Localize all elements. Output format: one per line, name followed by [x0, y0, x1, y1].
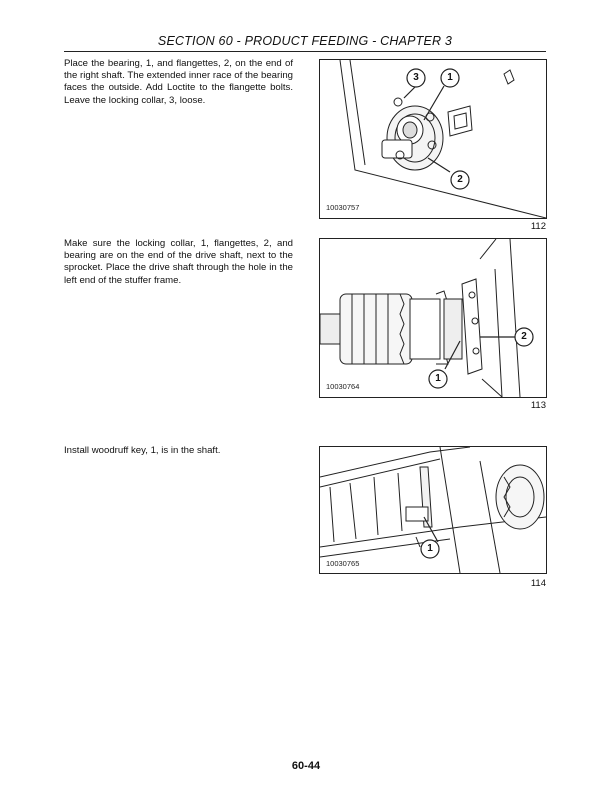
- step-1-text: Place the bearing, 1, and flangettes, 2, on the end of the right shaft. The extended inner race of the bearing faces the outside. Add Loctite to the flangette bolts. Leave the locking collar, 3, loose.: [64, 58, 293, 106]
- section-header: SECTION 60 - PRODUCT FEEDING - CHAPTER 3: [157, 34, 453, 48]
- figure-number: 114: [530, 578, 546, 589]
- bearing-flangette-illustration: [320, 60, 546, 218]
- figure-number: 112: [530, 221, 546, 232]
- figure-code: 10030764: [326, 382, 360, 391]
- woodruff-key-illustration: [320, 447, 546, 573]
- callout-1-label: 1: [427, 543, 433, 554]
- step-2-text: Make sure the locking collar, 1, flangettes, 2, and bearing are on the end of the drive shaft, next to the sprocket. Place the drive shaft through the hole in the left end of the stuffer frame.: [64, 238, 293, 286]
- callout-1-label: 1: [447, 72, 453, 83]
- callout-1-label: 1: [435, 373, 441, 384]
- figure-code: 10030757: [326, 203, 360, 212]
- callout-2-label: 2: [521, 331, 527, 342]
- page-number: 60-44: [291, 760, 321, 772]
- figure-code: 10030765: [326, 559, 360, 568]
- figure-112: [319, 59, 547, 219]
- figure-113: [319, 238, 547, 398]
- figure-114: [319, 446, 547, 574]
- callout-3-label: 3: [413, 72, 419, 83]
- callout-2-label: 2: [457, 174, 463, 185]
- header-rule: [64, 51, 546, 52]
- step-3-text: Install woodruff key, 1, is in the shaft.: [64, 445, 221, 456]
- figure-number: 113: [530, 400, 546, 411]
